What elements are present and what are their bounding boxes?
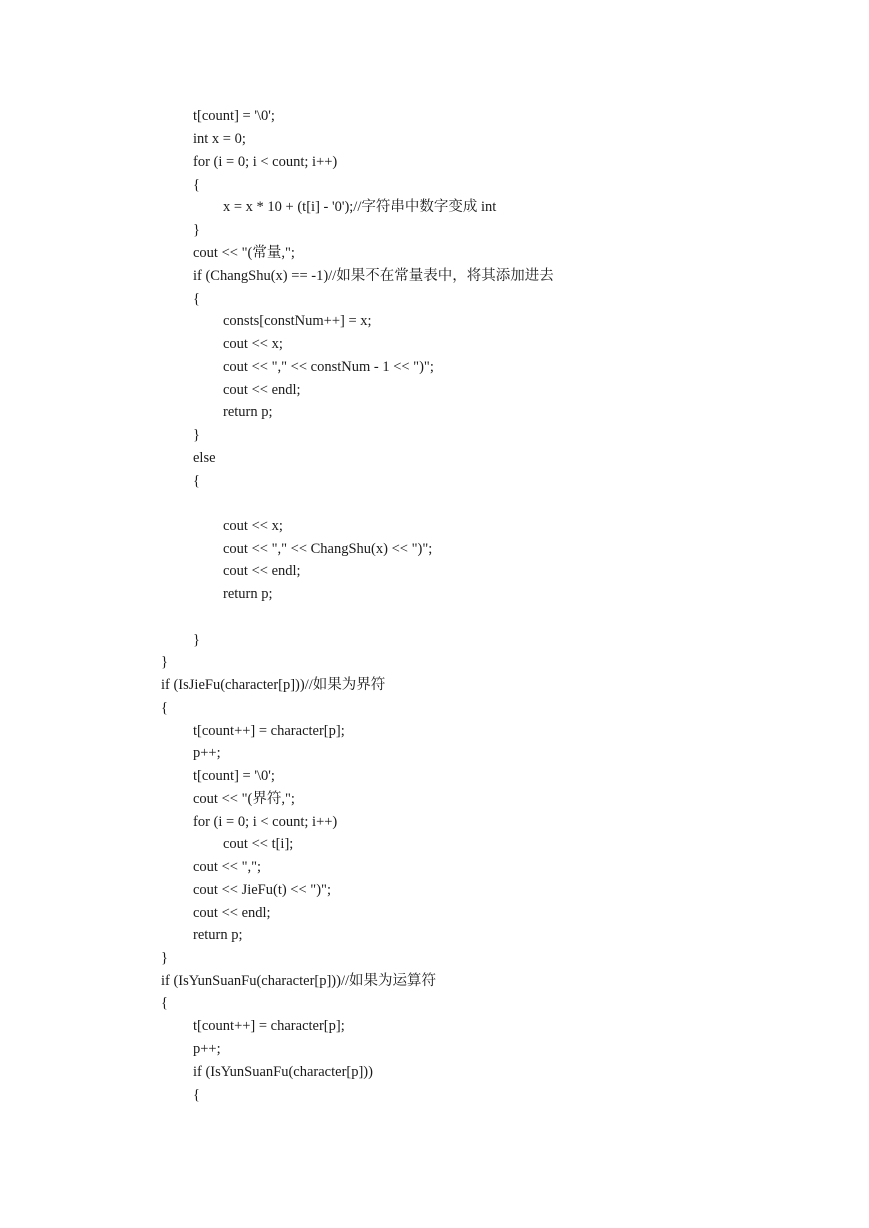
code-line: else (193, 450, 216, 466)
code-line: } (193, 427, 200, 443)
code-line: t[count] = '\0'; (193, 768, 275, 784)
code-line: t[count] = '\0'; (193, 108, 275, 124)
code-line: if (IsYunSuanFu(character[p]))//如果为运算符 (161, 973, 437, 989)
code-line: { (193, 177, 200, 193)
code-line: cout << "(常量,"; (193, 245, 295, 261)
code-line: p++; (193, 745, 221, 761)
code-line: { (193, 291, 200, 307)
code-line: { (193, 1087, 200, 1103)
code-line: { (193, 473, 200, 489)
code-line: p++; (193, 1041, 221, 1057)
code-line: { (161, 995, 168, 1011)
code-line: for (i = 0; i < count; i++) (193, 814, 338, 830)
code-line: { (161, 700, 168, 716)
code-line: if (ChangShu(x) == -1)//如果不在常量表中，将其添加进去 (193, 268, 554, 284)
code-line: } (193, 222, 200, 238)
code-line: consts[constNum++] = x; (223, 313, 372, 329)
code-line: cout << JieFu(t) << ")"; (193, 882, 331, 898)
code-line: } (161, 654, 168, 670)
code-line: } (193, 632, 200, 648)
code-line: return p; (193, 927, 243, 943)
code-line: return p; (223, 404, 273, 420)
code-line: cout << "(界符,"; (193, 791, 295, 807)
code-line: cout << endl; (193, 905, 271, 921)
code-line: cout << ","; (193, 859, 262, 875)
code-line: for (i = 0; i < count; i++) (193, 154, 338, 170)
code-line: if (IsYunSuanFu(character[p])) (193, 1064, 373, 1080)
code-line: int x = 0; (193, 131, 246, 147)
code-line: cout << t[i]; (223, 836, 294, 852)
code-line: cout << x; (223, 518, 283, 534)
code-line: x = x * 10 + (t[i] - '0');//字符串中数字变成 int (223, 199, 497, 215)
code-line: } (161, 950, 168, 966)
code-line: t[count++] = character[p]; (193, 723, 345, 739)
code-line: cout << endl; (223, 563, 301, 579)
code-line: cout << endl; (223, 382, 301, 398)
code-line: t[count++] = character[p]; (193, 1018, 345, 1034)
code-line: cout << x; (223, 336, 283, 352)
code-line: cout << "," << ChangShu(x) << ")"; (223, 541, 433, 557)
code-line: return p; (223, 586, 273, 602)
code-line: if (IsJieFu(character[p]))//如果为界符 (161, 677, 386, 693)
code-line: cout << "," << constNum - 1 << ")"; (223, 359, 434, 375)
